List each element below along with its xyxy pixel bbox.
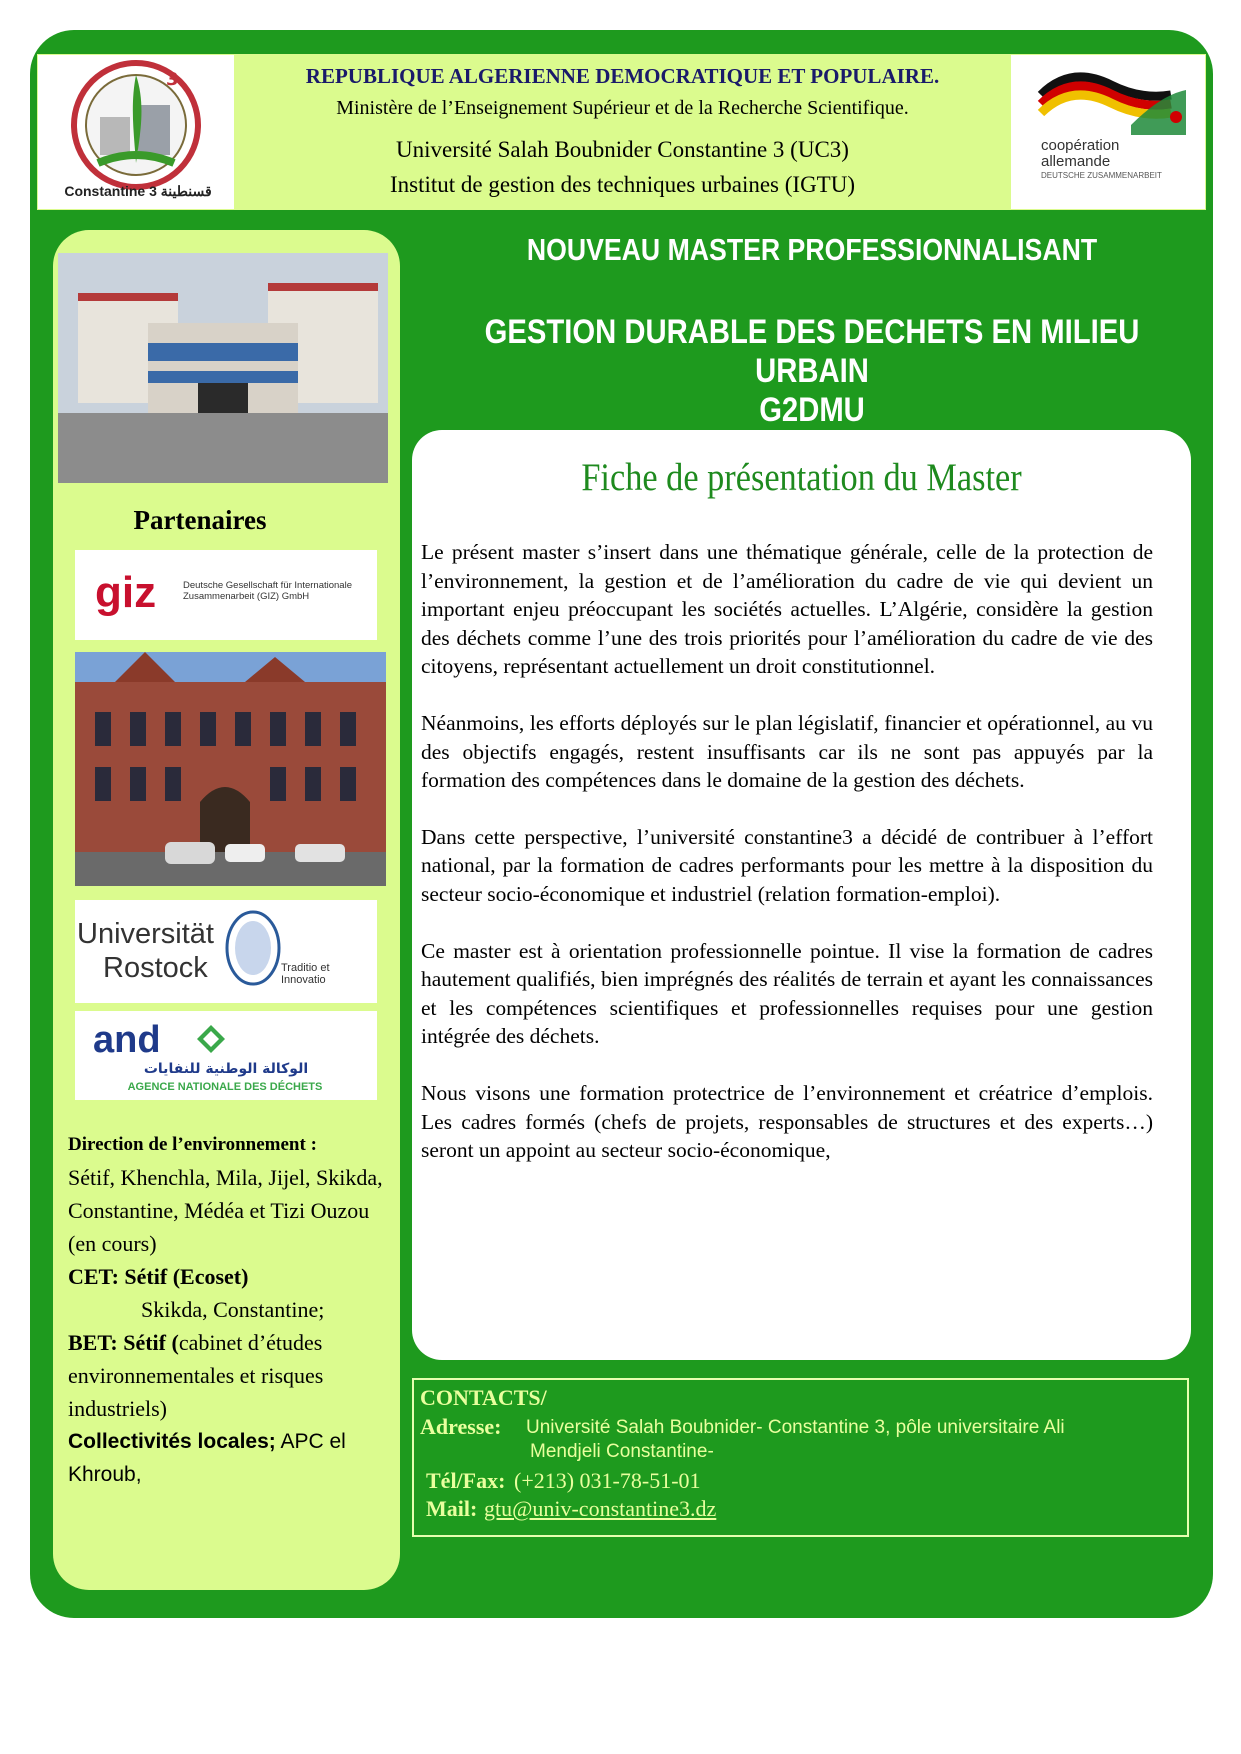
giz-mark: giz — [95, 568, 157, 617]
and-french-name: AGENCE NATIONALE DES DÉCHETS — [127, 1081, 323, 1093]
header-institute: Institut de gestion des techniques urbaines (IGTU) — [390, 172, 855, 197]
flag-ribbon-icon — [1011, 55, 1205, 145]
cooperation-line2: allemande — [1041, 153, 1111, 170]
cet-list: Skikda, Constantine; — [141, 1297, 325, 1322]
giz-description: Deutsche Gesellschaft für Internationale Zusammenarbeit (GIZ) GmbH — [183, 580, 352, 602]
institute-building-photo — [58, 253, 388, 483]
cet-label: CET: Sétif (Ecoset) — [68, 1264, 249, 1289]
collectivites-description: APC el Khroub, — [68, 1430, 346, 1486]
and-recycle-icon — [193, 1021, 229, 1057]
direction-label: Direction de l’environnement : — [68, 1134, 317, 1155]
paragraph: Le présent master s’insert dans une thématique générale, celle de la protection de l’environnement, la gestion et de l’amélioration du cadre de vie qui devient un important enjeu préoccupant les sociétés actuelles. L’Algérie, considère la gestion des déchets comme l’une des trois priorités pour l’amélioration du cadre de vie des citoyens, représentant actuellement un droit constitutionnel. — [421, 540, 1153, 679]
address-line2: Mendjeli Constantine- — [530, 1441, 714, 1462]
bet-entry — [68, 1326, 388, 1425]
paragraph: Ce master est à orientation professionnelle pointue. Il vise la formation de cadres hautement qualifiés, bien imprégnés des réalités de terrain et ayant les connaissances et les compétences scientifiques et professionnelles requises pour une gestion intégrée des déchets. — [421, 938, 1153, 1049]
direction-list: Sétif, Khenchla, Mila, Jijel, Skikda, Constantine, Médéa et Tizi Ouzou (en cours) — [68, 1165, 383, 1256]
bet-description: cabinet d’études environnementales et risques industriels) — [68, 1330, 324, 1421]
presentation-text — [421, 538, 1153, 1193]
and-mark: and — [93, 1019, 161, 1061]
collectivites-label: Collectivités locales; — [68, 1430, 276, 1453]
contacts-title: CONTACTS/ — [420, 1385, 547, 1410]
mail-link[interactable]: gtu@univ-constantine3.dz — [484, 1496, 717, 1521]
rostock-photo-icon — [75, 652, 386, 886]
paragraph: Dans cette perspective, l’université constantine3 a décidé de contribuer à l’effort national, par la formation de cadres performants pour les mettre à la disposition du secteur socio-économique et industriel (relation formation-emploi). — [421, 824, 1153, 906]
building-photo-icon — [58, 253, 388, 483]
master-type-title: NOUVEAU MASTER PROFESSIONNALISANT — [526, 232, 1098, 267]
paragraph: Néanmoins, les efforts déployés sur le plan législatif, financier et opérationnel, au vu des objectifs engagés, restent insuffisants car ils ne sont pas appuyés par la formation des compétences dans le domaine de la gestion des déchets. — [421, 710, 1153, 793]
rostock-name-line2: Rostock — [103, 952, 208, 984]
rostock-building-photo — [75, 652, 386, 886]
and-arabic-name: الوكالة الوطنية للنفايات — [143, 1061, 309, 1077]
tel-label: Tél/Fax: — [426, 1468, 506, 1493]
header-republic: REPUBLIQUE ALGERIENNE DEMOCRATIQUE ET POPULAIRE. — [305, 64, 940, 88]
header-university: Université Salah Boubnider Constantine 3 (UC3) — [396, 137, 849, 162]
rostock-seal-icon — [225, 908, 281, 988]
cooperation-line1: coopération — [1041, 137, 1120, 154]
cooperation-line3: DEUTSCHE ZUSAMMENARBEIT — [1041, 171, 1162, 180]
panel-title: Fiche de présentation du Master — [581, 456, 1022, 499]
svg-text:3: 3 — [166, 69, 179, 90]
address-line1: Université Salah Boubnider- Constantine 3, pôle universitaire Ali — [526, 1417, 1065, 1438]
paragraph: Nous visons une formation protectrice de l’environnement et créatrice d’emplois. Les cadres formés (chefs de projets, responsables de structures et des experts…) seront un appoint au secteur socio-économique, — [421, 1080, 1153, 1163]
master-acronym: G2DMU — [759, 391, 865, 429]
master-name-line: GESTION DURABLE DES DECHETS EN MILIEU URBAIN — [484, 313, 1140, 390]
cooperation-allemande-logo — [1011, 55, 1205, 209]
rostock-logo — [75, 900, 377, 1003]
collectivites-entry — [68, 1425, 388, 1491]
rostock-motto: Traditio et Innovatio — [281, 962, 330, 986]
university-logo — [38, 55, 234, 209]
address-label: Adresse: — [420, 1414, 502, 1439]
mail-label: Mail: — [426, 1496, 478, 1521]
bet-label: BET: Sétif ( — [68, 1330, 179, 1355]
header-ministry: Ministère de l’Enseignement Supérieur et de la Recherche Scientifique. — [336, 97, 909, 119]
master-name-title — [468, 313, 1156, 430]
giz-logo — [75, 550, 377, 640]
and-logo — [75, 1011, 377, 1100]
tel-value: (+213) 031-78-51-01 — [514, 1468, 701, 1493]
partners-details — [68, 1128, 388, 1491]
partners-title: Partenaires — [133, 505, 267, 535]
rostock-name-line1: Universität — [77, 918, 214, 950]
university-logo-text: Constantine 3 قسنطينة — [64, 183, 212, 199]
